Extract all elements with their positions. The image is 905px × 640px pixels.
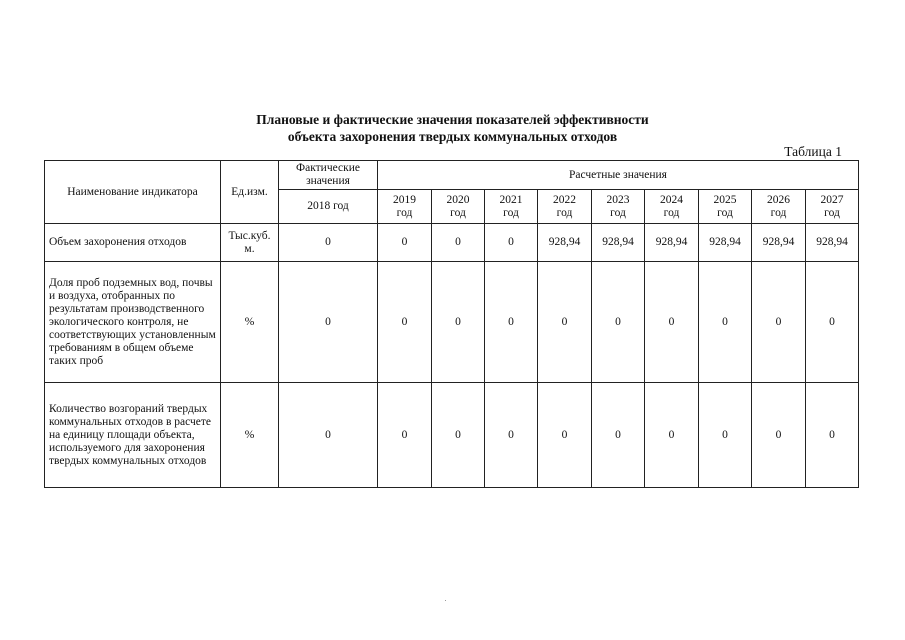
table-title-line-1: Плановые и фактические значения показателей эффективности [256, 112, 649, 127]
scan-speck [445, 600, 446, 601]
header-calculated: Расчетные значения [378, 161, 859, 190]
row-value: 0 [645, 262, 699, 383]
row-value: 0 [699, 262, 752, 383]
row-value: 0 [485, 383, 538, 488]
row-name: Объем захоронения отходов [45, 224, 221, 262]
header-year: 2025 год [699, 190, 752, 224]
header-unit: Ед.изм. [221, 161, 279, 224]
row-actual: 0 [279, 262, 378, 383]
row-value: 0 [485, 262, 538, 383]
row-name: Доля проб подземных вод, почвы и воздуха, отобранных по результатам производственного экологического контроля, не соответствующих установленным требованиям в общем объеме таких проб [45, 262, 221, 383]
row-value: 0 [592, 383, 645, 488]
row-value: 928,94 [538, 224, 592, 262]
table-title-line-2: объекта захоронения твердых коммунальных отходов [287, 129, 618, 144]
row-value: 0 [592, 262, 645, 383]
row-value: 0 [538, 262, 592, 383]
row-value: 928,94 [699, 224, 752, 262]
row-value: 0 [432, 262, 485, 383]
table-row [45, 383, 859, 488]
header-year: 2022 год [538, 190, 592, 224]
header-year: 2027 год [806, 190, 859, 224]
row-actual: 0 [279, 224, 378, 262]
table-row [45, 224, 859, 262]
row-value: 0 [645, 383, 699, 488]
row-unit: % [221, 383, 279, 488]
header-year: 2023 год [592, 190, 645, 224]
header-actual: Фактические значения [279, 161, 378, 190]
row-value: 0 [378, 262, 432, 383]
table-number-label: Таблица 1 [784, 144, 842, 159]
row-value: 0 [432, 224, 485, 262]
row-value: 928,94 [645, 224, 699, 262]
row-actual: 0 [279, 383, 378, 488]
row-value: 0 [752, 383, 806, 488]
header-year: 2019 год [378, 190, 432, 224]
row-value: 0 [432, 383, 485, 488]
row-value: 0 [806, 383, 859, 488]
row-value: 928,94 [752, 224, 806, 262]
row-value: 928,94 [806, 224, 859, 262]
header-year: 2026 год [752, 190, 806, 224]
row-value: 0 [752, 262, 806, 383]
header-indicator: Наименование индикатора [45, 161, 221, 224]
row-unit: Тыс.куб. м. [221, 224, 279, 262]
row-value: 0 [485, 224, 538, 262]
row-value: 0 [378, 224, 432, 262]
row-value: 0 [378, 383, 432, 488]
header-year: 2024 год [645, 190, 699, 224]
row-name: Количество возгораний твердых коммунальных отходов в расчете на единицу площади объекта, используемого для захоронения твердых коммунальных отходов [45, 383, 221, 488]
row-value: 0 [699, 383, 752, 488]
header-year: 2020 год [432, 190, 485, 224]
row-value: 0 [538, 383, 592, 488]
row-unit: % [221, 262, 279, 383]
row-value: 0 [806, 262, 859, 383]
header-actual-year: 2018 год [279, 190, 378, 224]
indicators-table [44, 160, 859, 488]
header-year: 2021 год [485, 190, 538, 224]
row-value: 928,94 [592, 224, 645, 262]
table-row [45, 262, 859, 383]
